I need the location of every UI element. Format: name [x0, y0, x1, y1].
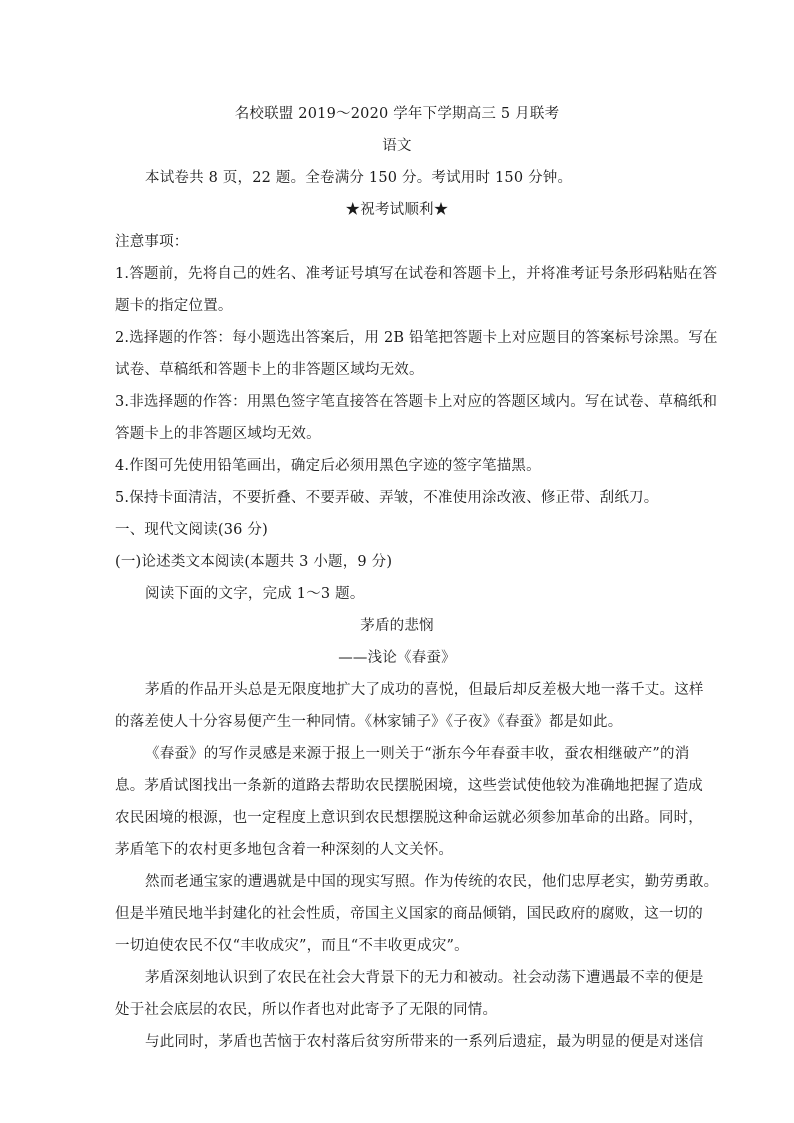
section-title: 一、现代文阅读(36 分) [115, 522, 268, 538]
article-line: 一切迫使农民不仅“丰收成灾”，而且“不丰收更成灾”。 [115, 938, 469, 954]
article-title: 茅盾的悲悯 [360, 618, 434, 634]
exam-title: 名校联盟 2019～2020 学年下学期高三 5 月联考 [234, 106, 560, 122]
notes-line: 3.非选择题的作答：用黑色签字笔直接答在答题卡上对应的答题区域内。写在试卷、草稿纸和 [115, 394, 718, 410]
notes-line: 1.答题前，先将自己的姓名、准考证号填写在试卷和答题卡上，并将准考证号条形码粘贴在答 [115, 266, 718, 282]
article-line: 茅盾深刻地认识到了农民在社会大背景下的无力和被动。社会动荡下遭遇最不幸的便是 [145, 970, 704, 986]
article-line: 茅盾的作品开头总是无限度地扩大了成功的喜悦，但最后却反差极大地一落千丈。这样 [145, 682, 704, 698]
article-line: 《春蚕》的写作灵感是来源于报上一则关于“浙东今年春蚕丰收，蚕农相继破产”的消 [145, 746, 690, 762]
notes-line: 5.保持卡面清洁，不要折叠、不要弄破、弄皱，不准使用涂改液、修正带、刮纸刀。 [115, 490, 659, 506]
article-line: 的落差使人十分容易便产生一种同情。《林家铺子》《子夜》《春蚕》都是如此。 [115, 714, 623, 730]
article-line: 然而老通宝家的遭遇就是中国的现实写照。作为传统的农民，他们忠厚老实，勤劳勇敢。 [145, 874, 719, 890]
exam-info: 本试卷共 8 页，22 题。全卷满分 150 分。考试用时 150 分钟。 [145, 170, 573, 186]
article-line: 息。茅盾试图找出一条新的道路去帮助农民摆脱困境，这些尝试使他较为准确地把握了造成 [115, 778, 703, 794]
section-instruction: 阅读下面的文字，完成 1～3 题。 [145, 586, 365, 602]
notes-line: 4.作图可先使用铅笔画出，确定后必须用黑色字迹的签字笔描黑。 [115, 458, 541, 474]
notes-line: 试卷、草稿纸和答题卡上的非答题区域均无效。 [115, 362, 424, 378]
subject-title: 语文 [382, 138, 412, 154]
section-subtitle: (一)论述类文本阅读(本题共 3 小题，9 分) [115, 554, 393, 570]
article-subtitle: ——浅论《春蚕》 [338, 650, 456, 666]
notes-heading: 注意事项： [115, 234, 189, 250]
article-line: 与此同时，茅盾也苦恼于农村落后贫穷所带来的一系列后遗症，最为明显的便是对迷信 [145, 1034, 704, 1050]
notes-line: 2.选择题的作答：每小题选出答案后，用 2B 铅笔把答题卡上对应题目的答案标号涂黑。写在 [115, 330, 718, 346]
notes-line: 题卡的指定位置。 [115, 298, 233, 314]
article-line: 农民困境的根源，也一定程度上意识到农民想摆脱这种命运就必须参加革命的出路。同时， [115, 810, 703, 826]
notes-line: 答题卡上的非答题区域均无效。 [115, 426, 321, 442]
article-line: 处于社会底层的农民，所以作者也对此寄予了无限的同情。 [115, 1002, 498, 1018]
article-line: 茅盾笔下的农村更多地包含着一种深刻的人文关怀。 [115, 842, 454, 858]
article-line: 但是半殖民地半封建化的社会性质，帝国主义国家的商品倾销，国民政府的腐败，这一切的 [115, 906, 703, 922]
blessing: ★祝考试顺利★ [345, 202, 449, 218]
